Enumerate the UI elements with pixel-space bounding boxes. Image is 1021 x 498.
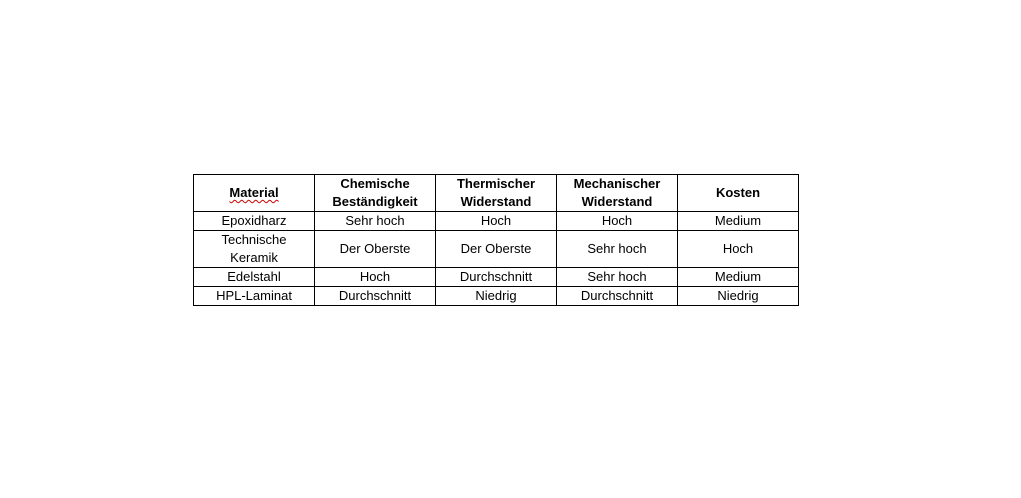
table-cell[interactable]: Der Oberste [315,231,436,268]
table-cell[interactable]: HPL-Laminat [194,287,315,306]
header-cell-thermal-resistance[interactable] [436,175,557,212]
header-cell-material[interactable] [194,175,315,212]
table-cell[interactable]: Sehr hoch [557,231,678,268]
table-cell[interactable]: Medium [678,212,799,231]
table-cell[interactable]: Epoxidharz [194,212,315,231]
header-chemical-resistance-label: Chemische Beständigkeit [332,176,418,209]
header-cell-cost[interactable] [678,175,799,212]
table-cell[interactable]: Medium [678,268,799,287]
table-cell[interactable]: Durchschnitt [315,287,436,306]
header-cell-chemical-resistance[interactable] [315,175,436,212]
header-mechanical-resistance-label: Mechanischer Widerstand [573,176,661,209]
table-cell[interactable]: Hoch [557,212,678,231]
header-thermal-resistance-label: Thermischer Widerstand [456,176,536,209]
table-cell[interactable]: Edelstahl [194,268,315,287]
table-row [194,287,799,306]
table-row [194,212,799,231]
table-cell[interactable]: Hoch [436,212,557,231]
header-cost-label: Kosten [715,185,761,200]
material-comparison-table [193,174,799,306]
table-cell[interactable]: Hoch [678,231,799,268]
table-header-row [194,175,799,212]
table-cell[interactable]: Der Oberste [436,231,557,268]
table-cell[interactable]: Niedrig [678,287,799,306]
table-cell[interactable]: Durchschnitt [557,287,678,306]
table-row [194,231,799,268]
table-cell[interactable]: Durchschnitt [436,268,557,287]
table-row [194,268,799,287]
table-cell[interactable]: Sehr hoch [315,212,436,231]
header-cell-mechanical-resistance[interactable] [557,175,678,212]
table-cell[interactable]: Technische Keramik [194,231,315,268]
table-cell[interactable]: Niedrig [436,287,557,306]
header-material-label: Material [229,185,279,200]
table-cell[interactable]: Sehr hoch [557,268,678,287]
table-cell[interactable]: Hoch [315,268,436,287]
